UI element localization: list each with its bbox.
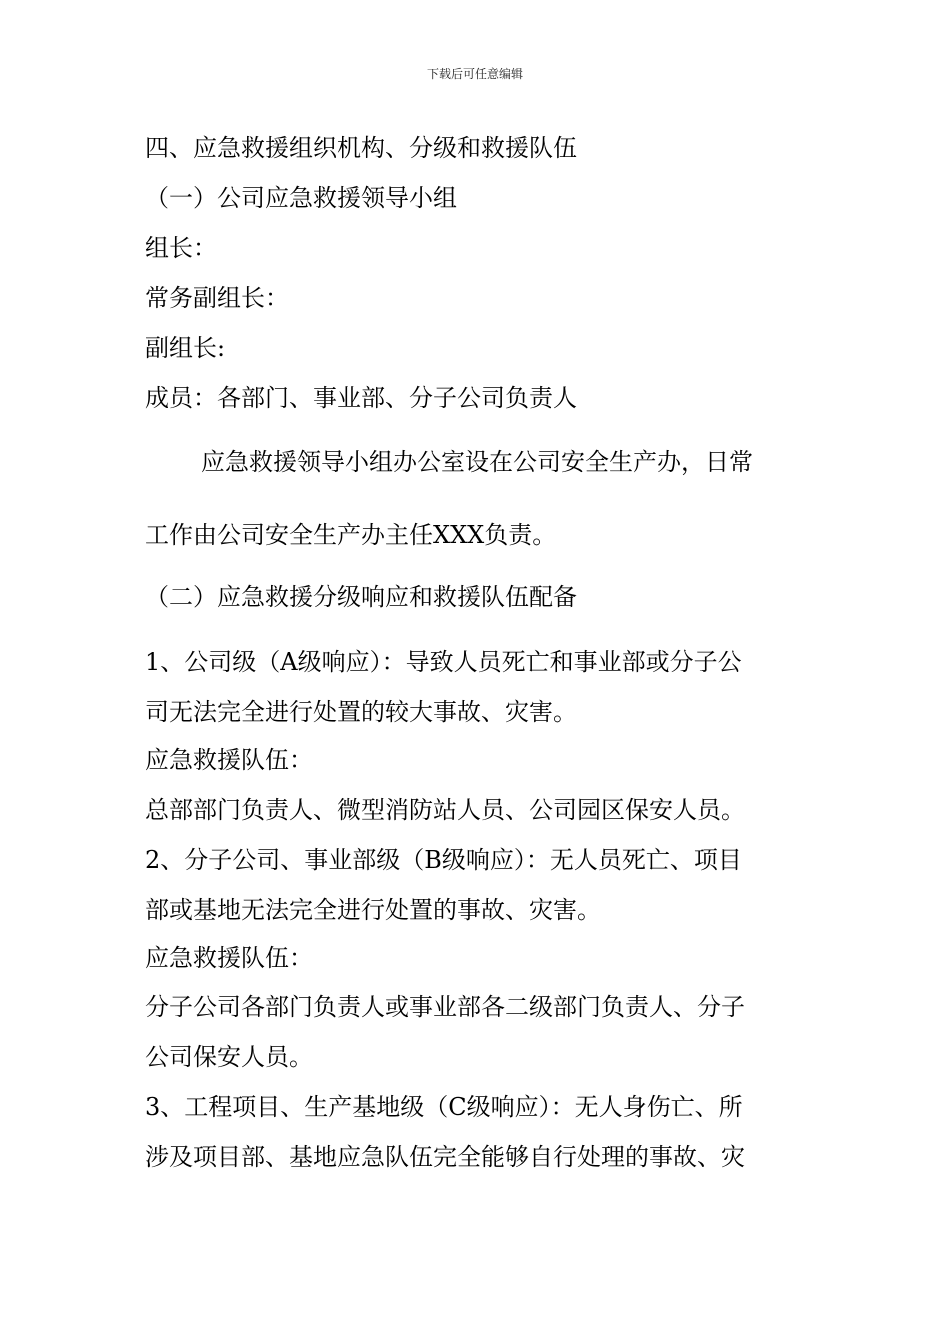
leader-line: 组长： (145, 234, 217, 262)
members-line: 成员：各部门、事业部、分子公司负责人 (145, 384, 577, 412)
level-b-line-2: 部或基地无法完全进行处置的事故、灾害。 (145, 896, 601, 924)
executive-deputy-leader-line: 常务副组长： (145, 284, 289, 312)
level-c-line-2: 涉及项目部、基地应急队伍完全能够自行处理的事故、灾 (145, 1143, 745, 1171)
level-b-line-1: 2、分子公司、事业部级（B级响应）：无人员死亡、项目 (145, 846, 742, 874)
section-heading-4: 四、应急救援组织机构、分级和救援队伍 (145, 134, 577, 162)
level-b-team-members-line-2: 公司保安人员。 (145, 1043, 313, 1071)
office-paragraph-line-1: 应急救援领导小组办公室设在公司安全生产办，日常 (201, 448, 753, 476)
office-paragraph-line-2: 工作由公司安全生产办主任XXX负责。 (145, 521, 557, 549)
subsection-heading-2: （二）应急救援分级响应和救援队伍配备 (145, 583, 577, 611)
subsection-heading-1: （一）公司应急救援领导小组 (145, 184, 457, 212)
level-a-line-1: 1、公司级（A级响应）：导致人员死亡和事业部或分子公 (145, 648, 742, 676)
deputy-leader-line: 副组长: (145, 334, 226, 362)
level-b-team-label: 应急救援队伍： (145, 944, 313, 972)
level-a-team-label: 应急救援队伍： (145, 746, 313, 774)
level-a-line-2: 司无法完全进行处置的较大事故、灾害。 (145, 698, 577, 726)
level-a-team-members: 总部部门负责人、微型消防站人员、公司园区保安人员。 (145, 796, 745, 824)
level-b-team-members-line-1: 分子公司各部门负责人或事业部各二级部门负责人、分子 (145, 993, 745, 1021)
page-header: 下载后可任意编辑 (426, 67, 523, 81)
level-c-line-1: 3、工程项目、生产基地级（C级响应）：无人身伤亡、所 (145, 1093, 743, 1121)
